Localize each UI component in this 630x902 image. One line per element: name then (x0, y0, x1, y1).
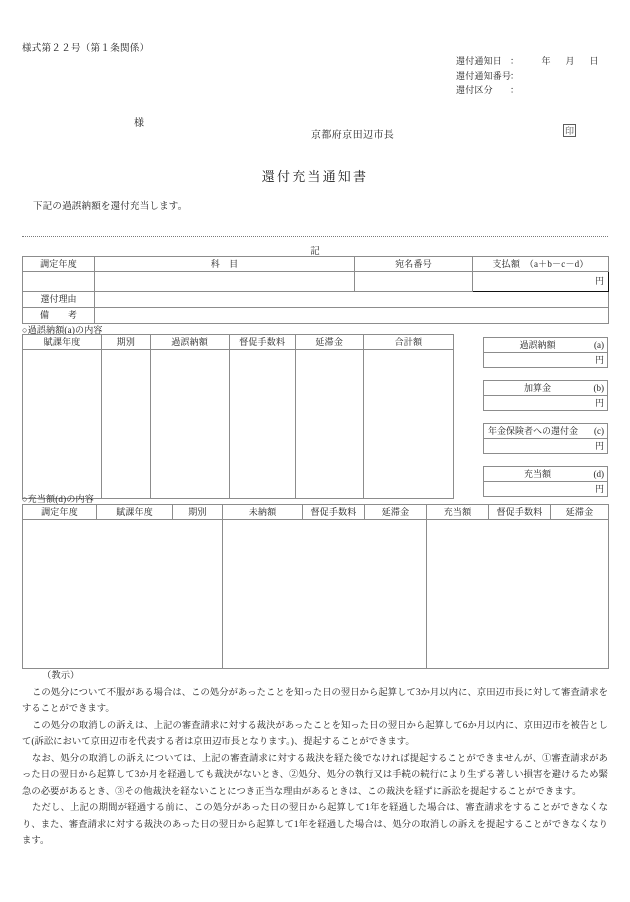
notes-heading: （教示） (42, 671, 80, 681)
table-row-header (484, 381, 608, 396)
summary-box-additional (483, 380, 608, 411)
col-levy-year: 賦課年度 (23, 335, 102, 350)
table-row (23, 520, 609, 669)
lead-text: 下記の過誤納額を還付充当します。 (33, 202, 188, 212)
field-colon: ： (510, 56, 520, 66)
cell-period[interactable] (102, 350, 150, 499)
summary-table (483, 423, 608, 454)
col-allocation-amount: 充当額 (427, 505, 489, 520)
cell-overpayment[interactable] (150, 350, 229, 499)
main-table (22, 256, 609, 324)
summary-label: 加算金 (523, 383, 551, 393)
notes-paragraph-2: この処分の取消しの訴えは、上記の審査請求に対する裁決があったことを知った日の翌日から起算して6か月以内に、京田辺市を被告として(訴訟において京田辺市を代表する者は京田辺市長となります。)、提起することができます。 (22, 720, 608, 747)
dotted-divider (22, 236, 608, 237)
summary-box-allocation (483, 466, 608, 497)
ki-mark: 記 (310, 247, 320, 257)
summary-table (483, 466, 608, 497)
cell-group-identification[interactable] (23, 520, 223, 669)
table-row (484, 396, 608, 411)
field-label: 還付通知番号 (456, 70, 512, 81)
summary-tag: (b) (593, 383, 604, 393)
month-label: 月 (565, 56, 575, 66)
summary-value[interactable]: 円 (484, 439, 608, 454)
addressee-suffix: 様 (134, 118, 144, 129)
seal-icon: 印 (564, 126, 574, 136)
col-address-number: 宛名番号 (355, 257, 473, 272)
section-a-caption: ○過誤納額(a)の内容 (22, 325, 103, 335)
notice-fields (456, 54, 606, 98)
table-row (23, 272, 609, 292)
cell-refund-reason[interactable] (95, 292, 609, 308)
field-colon: ： (510, 70, 520, 81)
col-period: 期別 (102, 335, 150, 350)
summary-table (483, 380, 608, 411)
label-refund-reason: 還付理由 (23, 292, 95, 308)
table-row-header (23, 335, 454, 350)
cell-levy-year[interactable] (23, 350, 102, 499)
summary-label: 過誤納額 (519, 340, 556, 350)
day-label: 日 (589, 56, 599, 66)
col-item: 科 目 (95, 257, 355, 272)
field-refund-notice-number (456, 69, 606, 84)
table-row-header (484, 424, 608, 439)
col-overpayment: 過誤納額 (150, 335, 229, 350)
summary-value[interactable]: 円 (484, 396, 608, 411)
summary-header (484, 424, 608, 439)
col-assessment-year: 調定年度 (23, 257, 95, 272)
table-row-header (23, 505, 609, 520)
field-refund-notice-date (456, 54, 606, 69)
instruction-notes (22, 668, 608, 850)
col-delinquency-unpaid: 延滞金 (365, 505, 427, 520)
col-period: 期別 (173, 505, 223, 520)
table-row-refund-reason (23, 292, 609, 308)
summary-header (484, 467, 608, 482)
col-demand-fee-unpaid: 督促手数料 (303, 505, 365, 520)
field-label: 還付区分 (456, 85, 493, 95)
summary-label: 年金保険者への還付金 (488, 426, 579, 436)
notes-paragraph-4: ただし、上記の期間が経過する前に、この処分があった日の翌日から起算して1年を経過した場合は、審査請求をすることができなくなり、また、審査請求に対する裁決のあった日の翌日から起算して1年を経過した場合は、処分の取消しの訴えを提起することができなくなります。 (22, 803, 608, 846)
allocation-detail-table (22, 504, 609, 669)
cell-group-allocation[interactable] (427, 520, 609, 669)
date-ymd-labels (534, 54, 606, 69)
year-label: 年 (541, 56, 551, 66)
cell-address-number[interactable] (355, 272, 473, 292)
summary-header (484, 338, 608, 353)
table-row (484, 439, 608, 454)
cell-delinquency[interactable] (295, 350, 363, 499)
col-delinquency-allocation: 延滞金 (551, 505, 609, 520)
summary-tag: (c) (594, 426, 604, 436)
label-remarks: 備 考 (23, 308, 95, 324)
summary-tag: (d) (593, 469, 604, 479)
overpayment-detail-table (22, 334, 454, 499)
summary-tag: (a) (594, 340, 604, 350)
table-row-header (23, 257, 609, 272)
summary-box-pension-refund (483, 423, 608, 454)
col-demand-fee: 督促手数料 (229, 335, 295, 350)
cell-group-unpaid[interactable] (223, 520, 427, 669)
table-row (23, 350, 454, 499)
notes-paragraph-1: この処分について不服がある場合は、この処分があったことを知った日の翌日から起算して3か月以内に、京田辺市長に対して審査請求をすることができます。 (22, 687, 608, 714)
cell-total[interactable] (363, 350, 453, 499)
summary-value[interactable]: 円 (484, 353, 608, 368)
cell-remarks[interactable] (95, 308, 609, 324)
cell-demand-fee[interactable] (229, 350, 295, 499)
table-row-header (484, 338, 608, 353)
summary-table (483, 337, 608, 368)
col-assessment-year: 調定年度 (23, 505, 97, 520)
cell-assessment-year[interactable] (23, 272, 95, 292)
field-refund-category (456, 83, 606, 98)
col-unpaid-amount: 未納額 (223, 505, 303, 520)
col-levy-year: 賦課年度 (97, 505, 173, 520)
issuer-name: 京都府京田辺市長 (311, 130, 395, 141)
col-payment-amount: 支払額 （a＋b－c－d） (473, 257, 609, 272)
summary-value[interactable]: 円 (484, 482, 608, 497)
form-number: 様式第２２号（第１条関係） (22, 44, 150, 54)
summary-label: 充当額 (523, 469, 551, 479)
cell-payment-amount[interactable]: 円 (473, 272, 609, 292)
col-total: 合計額 (363, 335, 453, 350)
col-demand-fee-allocation: 督促手数料 (489, 505, 551, 520)
summary-header (484, 381, 608, 396)
table-row (484, 482, 608, 497)
field-label: 還付通知日 (456, 56, 503, 66)
table-row (484, 353, 608, 368)
table-row-remarks (23, 308, 609, 324)
section-d-caption: ○充当額(d)の内容 (22, 494, 94, 504)
cell-item[interactable] (95, 272, 355, 292)
summary-box-overpayment (483, 337, 608, 368)
field-colon: ： (510, 85, 520, 95)
col-delinquency: 延滞金 (295, 335, 363, 350)
page-title: 還付充当通知書 (261, 169, 369, 184)
notes-paragraph-3: なお、処分の取消しの訴えについては、上記の審査請求に対する裁決を経た後でなければ提起することができませんが、①審査請求があった日の翌日から起算して3か月を経過しても裁決がないとき、②処分、処分の執行又は手続の続行により生ずる著しい損害を避けるため緊急の必要があるとき、③その他裁決を経ないことにつき正当な理由があるときは、この裁決を経ずに訴訟を提起することができます。 (22, 753, 608, 797)
table-row-header (484, 467, 608, 482)
